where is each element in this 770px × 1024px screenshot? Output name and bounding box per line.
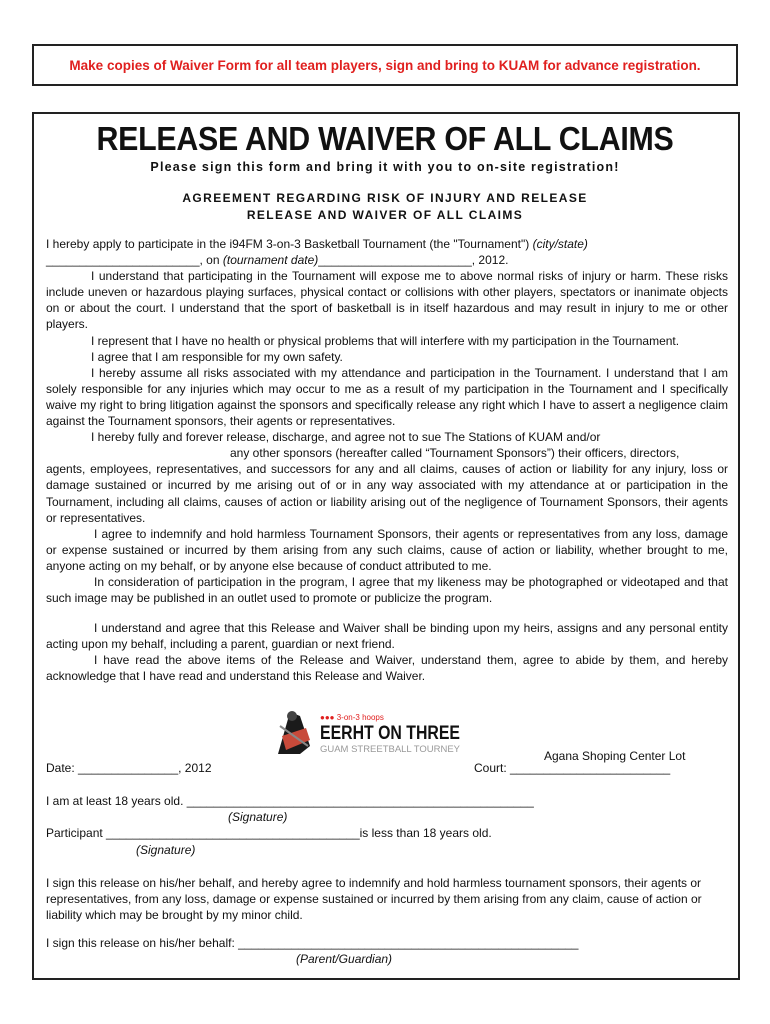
indemnify-paragraph: I agree to indemnify and hold harmless Tournament Sponsors, their agents or representatives from any loss, damage or expense sustained or incurred by them arising from any such claims, cause of action or liability, whether brought to me, anyone acting on my behalf, or by anyone else because of conduct attributed to me. <box>46 526 728 573</box>
logo-tagline: GUAM STREETBALL TOURNEY <box>320 744 460 754</box>
subtitle: Please sign this form and bring it with you to on-site registration! <box>150 160 620 174</box>
acknowledge-paragraph: I have read the above items of the Release and Waiver, understand them, agree to abide by them, and hereby acknowledge that I have read and understand this Release and Waiver. <box>46 653 728 684</box>
release-paragraph-line-1: I hereby fully and forever release, discharge, and agree not to sue The Stations of KUAM and/or <box>91 430 601 445</box>
intro-line: I hereby apply to participate in the i94FM 3-on-3 Basketball Tournament (the "Tournament") (city/state) <box>46 237 588 251</box>
risk-paragraph: I understand that participating in the Tournament will expose me to above normal risks of injury or harm. These risks include uneven or hazardous playing surfaces, physical contact or collisions with other players, spectators or inanimate objects on or about the court. I understand that the sport of basketball is in itself hazardous and may result in injury to me or other players. <box>46 269 728 332</box>
health-paragraph: I represent that I have no health or physical problems that will interfere with my participation in the Tournament. <box>91 333 680 348</box>
release-paragraph-line-2: any other sponsors (hereafter called “Tournament Sponsors”) their officers, directors, <box>230 446 680 461</box>
guardian-signature-line: I sign this release on his/her behalf: ___________________________________________________ <box>46 936 579 950</box>
assume-risk-paragraph: I hereby assume all risks associated with my attendance and participation in the Tournament. I understand that I am solely responsible for any injuries which may occur to me as a result of my participation in the Tournament and I specifically waive my right to bring litigation against the sponsors and specifically release any right which I have to assert a negligence claim against the Tournament sponsors, their agents or representatives. <box>46 365 728 429</box>
agreement-heading-line-1: AGREEMENT REGARDING RISK OF INJURY AND RELEASE <box>182 191 588 205</box>
waiver-body <box>46 236 728 685</box>
basketball-player-icon <box>278 711 310 754</box>
guardian-paragraph: I sign this release on his/her behalf, and hereby agree to indemnify and hold harmless tournament sponsors, their agents or representatives, from any loss, damage or expense sustained or incurred by them arising from any claim, cause of action or liability which may be brought by my minor child. <box>46 876 702 922</box>
logo-top-text: ●●● 3-on-3 hoops <box>320 713 384 722</box>
court-value: Agana Shoping Center Lot <box>544 749 686 763</box>
release-paragraph-body: agents, employees, representatives, and successors for any and all claims, causes of action or liability for any injury, loss or damage sustained or incurred by me arising out of or in any way associated with my attendance at or participation in the Tournament, including all claims, causes of action or liability arising out of the negligence of Tournament Sponsors, their agents or representatives. <box>46 462 728 525</box>
participant-signature-caption: (Signature) <box>136 843 196 857</box>
participant-line: Participant ______________________________________is less than 18 years old. <box>46 826 492 840</box>
notice-text: Make copies of Waiver Form for all team players, sign and bring to KUAM for advance registration. <box>69 57 701 73</box>
safety-paragraph: I agree that I am responsible for my own safety. <box>91 349 343 364</box>
logo-main-text: EERHT ON THREE <box>320 723 460 744</box>
age-signature-line: I am at least 18 years old. ____________________________________________________ <box>46 794 534 808</box>
signature-caption: (Signature) <box>228 810 288 824</box>
court-field: Court: ________________________ <box>474 761 671 775</box>
guardian-caption: (Parent/Guardian) <box>296 952 393 966</box>
binding-paragraph: I understand and agree that this Release and Waiver shall be binding upon my heirs, assigns and any personal entity acting upon my behalf, including a parent, guardian or next friend. <box>46 621 728 652</box>
date-field: Date: _______________, 2012 <box>46 761 212 775</box>
agreement-heading <box>0 190 770 224</box>
page-title: RELEASE AND WAIVER OF ALL CLAIMS <box>96 120 674 157</box>
agreement-heading-line-2: RELEASE AND WAIVER OF ALL CLAIMS <box>246 208 524 222</box>
tournament-logo <box>270 706 470 756</box>
registration-notice <box>32 44 738 86</box>
likeness-paragraph: In consideration of participation in the program, I agree that my likeness may be photographed or videotaped and that such image may be published in an outlet used to promote or publicize the program. <box>46 574 728 606</box>
intro-date-line: _______________________, on (tournament date)_______________________, 2012. <box>46 253 509 268</box>
